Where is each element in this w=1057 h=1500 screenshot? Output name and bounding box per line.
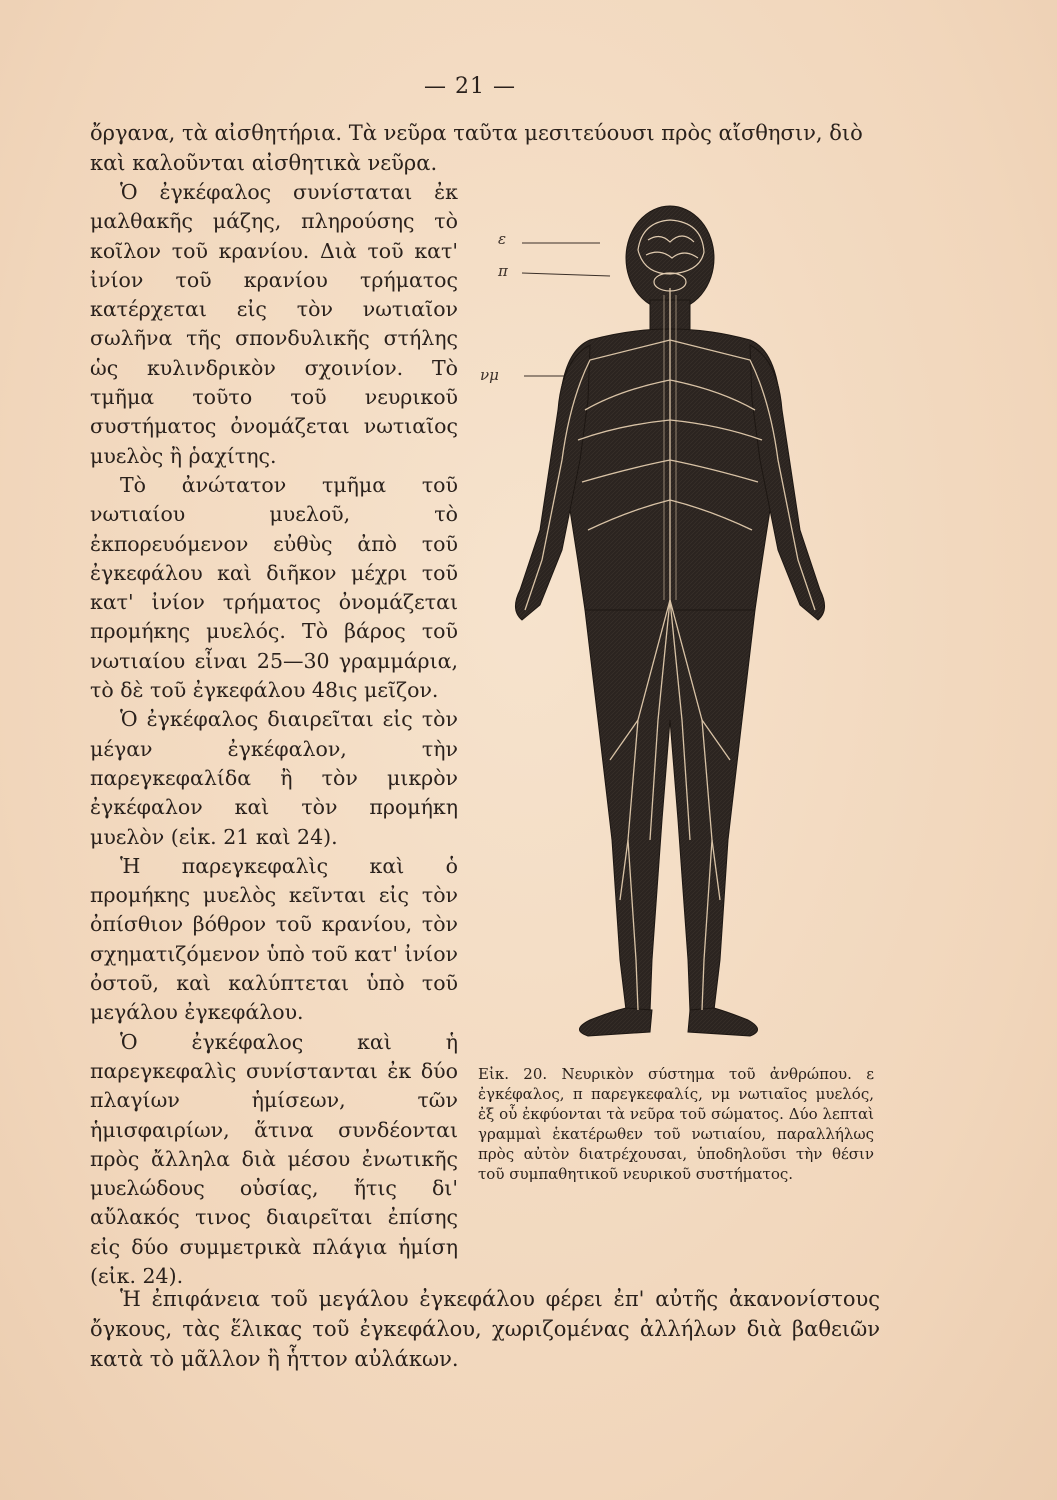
label-nm: νμ <box>480 366 499 384</box>
nervous-system-figure <box>470 200 870 1050</box>
figure-caption <box>478 1064 874 1184</box>
paragraph-medulla: Τὸ ἀνώτατον τμῆμα τοῦ νωτιαίου μυελοῦ, τὸ ἐκπορευόμενον εὐθὺς ἀπὸ τοῦ ἐγκεφάλου καὶ διῆκον μέχρι τοῦ κατ' ἰνίον τρήματος ὀνομάζεται προμήκης μυελός. Τὸ βάρος τοῦ νωτιαίου εἶναι 25—30 γραμμάρια, τὸ δὲ τοῦ ἐγκεφάλου 48ις μεῖζον. <box>90 472 458 703</box>
label-e: ε <box>498 230 507 248</box>
paragraph-hemispheres: Ὁ ἐγκέφαλος καὶ ἡ παρεγκεφαλὶς συνίστανται ἐκ δύο πλαγίων ἡμίσεων, τῶν ἡμισφαιρίων, ἅτινα συνδέονται πρὸς ἄλληλα διὰ μέσου ἐνωτικῆς μυελώδους οὐσίας, ἥτις δι' αὔλακός τινος διαιρεῖται ἐπίσης εἰς δύο συμμετρικὰ πλάγια ἡμίση (εἰκ. 24). <box>90 1029 458 1288</box>
intro-paragraph: ὄργανα, τὰ αἰσθητήρια. Τὰ νεῦρα ταῦτα μεσιτεύουσι πρὸς αἴσθησιν, διὸ καὶ καλοῦνται αἰσθητικὰ νεῦρα. <box>90 121 863 175</box>
paragraph-cerebellum: Ἡ παρεγκεφαλὶς καὶ ὁ προμήκης μυελὸς κεῖνται εἰς τὸν ὀπίσθιον βόθρον τοῦ κρανίου, τὸν σχηματιζόμενον ὑπὸ τοῦ κατ' ἰνίον ὀστοῦ, καὶ καλύπτεται ὑπὸ τοῦ μεγάλου ἐγκεφάλου. <box>90 853 458 1025</box>
paragraph-brain: Ὁ ἐγκέφαλος συνίσταται ἐκ μαλθακῆς μάζης, πληρούσης τὸ κοῖλον τοῦ κρανίου. Διὰ τοῦ κατ' ἰνίον τοῦ κρανίου τρήματος κατέρχεται εἰς τὸν νωτιαῖον σωλῆνα τῆς σπονδυλικῆς στήλης ὡς κυλινδρικὸν σχοινίον. Τὸ τμῆμα τοῦτο τοῦ νευρικοῦ συστήματος ὀνομάζεται νωτιαῖος μυελὸς ἢ ῥαχίτης. <box>90 180 458 468</box>
left-column <box>90 178 458 1291</box>
page-number: — 21 — <box>424 74 516 99</box>
caption-text: Εἰκ. 20. Νευρικὸν σύστημα τοῦ ἀνθρώπου. ε ἐγκέφαλος, π παρεγκεφαλίς, νμ νωτιαῖος μυελός, ἐξ οὗ ἐκφύονται τὰ νεῦρα τοῦ σώματος. Δύο λεπταὶ γραμμαὶ ἑκατέρωθεν τοῦ νωτιαίου, παραλλήλως πρὸς αὐτὸν διατρέχουσαι, ὑποδηλοῦσι τὴν θέσιν τοῦ συμπαθητικοῦ νευρικοῦ συστήματος. <box>478 1065 874 1183</box>
human-nervous-system-illustration <box>470 200 870 1050</box>
paragraph-brain-division: Ὁ ἐγκέφαλος διαιρεῖται εἰς τὸν μέγαν ἐγκέφαλον, τὴν παρεγκεφαλίδα ἢ τὸν μικρὸν ἐγκέφαλον καὶ τὸν προμήκη μυελὸν (εἰκ. 21 καὶ 24). <box>90 707 458 849</box>
label-p: π <box>498 262 508 280</box>
outro-paragraph: Ἡ ἐπιφάνεια τοῦ μεγάλου ἐγκεφάλου φέρει ἐπ' αὐτῆς ἀκανονίστους ὄγκους, τὰς ἕλικας τοῦ ἐγκεφάλου, χωριζομένας ἀλλήλων διὰ βαθειῶν κατὰ τὸ μᾶλλον ἢ ἧττον αὐλάκων. <box>90 1287 880 1371</box>
